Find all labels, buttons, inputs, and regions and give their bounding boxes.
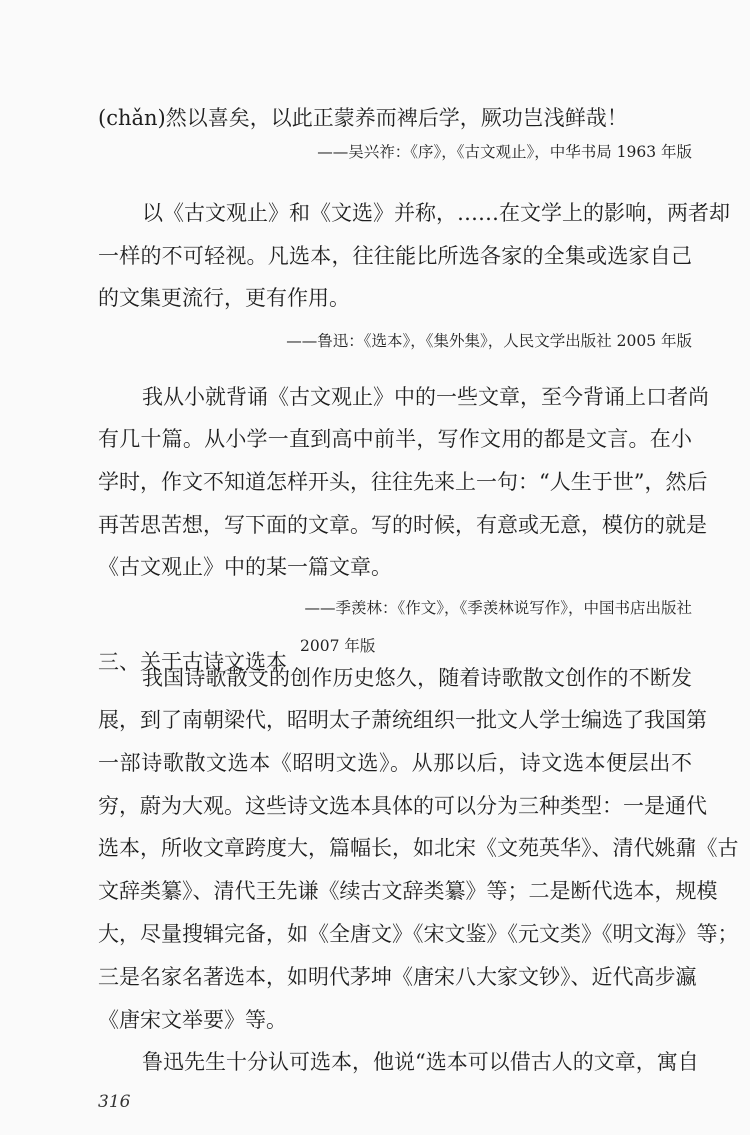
body-line: 展，到了南朝梁代，昭明太子萧统组织一批文人学士编选了我国第 [98, 708, 707, 732]
body-line: 选本，所收文章跨度大，篇幅长，如北宋《文苑英华》、清代姚鼐《古 [98, 836, 739, 860]
section-heading: 三、关于古诗文选本 [98, 650, 287, 674]
body-line: 《唐宋文举要》等。 [98, 1008, 287, 1032]
quote-attribution: ——季羡林：《作文》，《季羡林说写作》，中国书店出版社 [304, 599, 692, 617]
body-line: 一部诗歌散文选本《昭明文选》。从那以后，诗文选本便层出不 [98, 751, 692, 775]
body-line: 三是名家名著选本，如明代茅坤《唐宋八大家文钞》、近代高步瀛 [98, 965, 697, 989]
quote-attribution: ——吴兴祚：《序》，《古文观止》，中华书局 1963 年版 [317, 143, 692, 161]
quote-line: 以《古文观止》和《文选》并称，……在文学上的影响，两者却 [142, 201, 730, 225]
body-line: 鲁迅先生十分认可选本，他说“选本可以借古人的文章，寓自 [142, 1050, 699, 1074]
quote-line: 学时，作文不知道怎样开头，往往先来上一句：“人生于世”，然后 [98, 470, 708, 494]
quote-line: 一样的不可轻视。凡选本，往往能比所选各家的全集或选家自己 [98, 244, 692, 268]
quote-line: (chǎn)然以喜矣，以此正蒙养而裨后学，厥功岂浅鲜哉！ [98, 106, 628, 130]
quote-line: 再苦思苦想，写下面的文章。写的时候，有意或无意，模仿的就是 [98, 513, 707, 537]
quote-line: 《古文观止》中的某一篇文章。 [98, 555, 392, 579]
page-number: 316 [98, 1092, 131, 1112]
quote-attribution-continued: 2007 年版 [300, 637, 376, 655]
quote-line: 我从小就背诵《古文观止》中的一些文章，至今背诵上口者尚 [142, 385, 709, 409]
body-line: 大，尽量搜辑完备，如《全唐文》《宋文鉴》《元文类》《明文海》等； [98, 922, 739, 946]
quote-line: 有几十篇。从小学一直到高中前半，写作文用的都是文言。在小 [98, 427, 692, 451]
body-line: 我国诗歌散文的创作历史悠久，随着诗歌散文创作的不断发 [142, 666, 692, 690]
body-line: 文辞类纂》、清代王先谦《续古文辞类纂》等；二是断代选本，规模 [98, 879, 718, 903]
quote-attribution: ——鲁迅：《选本》，《集外集》，人民文学出版社 2005 年版 [286, 332, 692, 350]
body-line: 穷，蔚为大观。这些诗文选本具体的可以分为三种类型：一是通代 [98, 794, 707, 818]
quote-line: 的文集更流行，更有作用。 [98, 286, 350, 310]
